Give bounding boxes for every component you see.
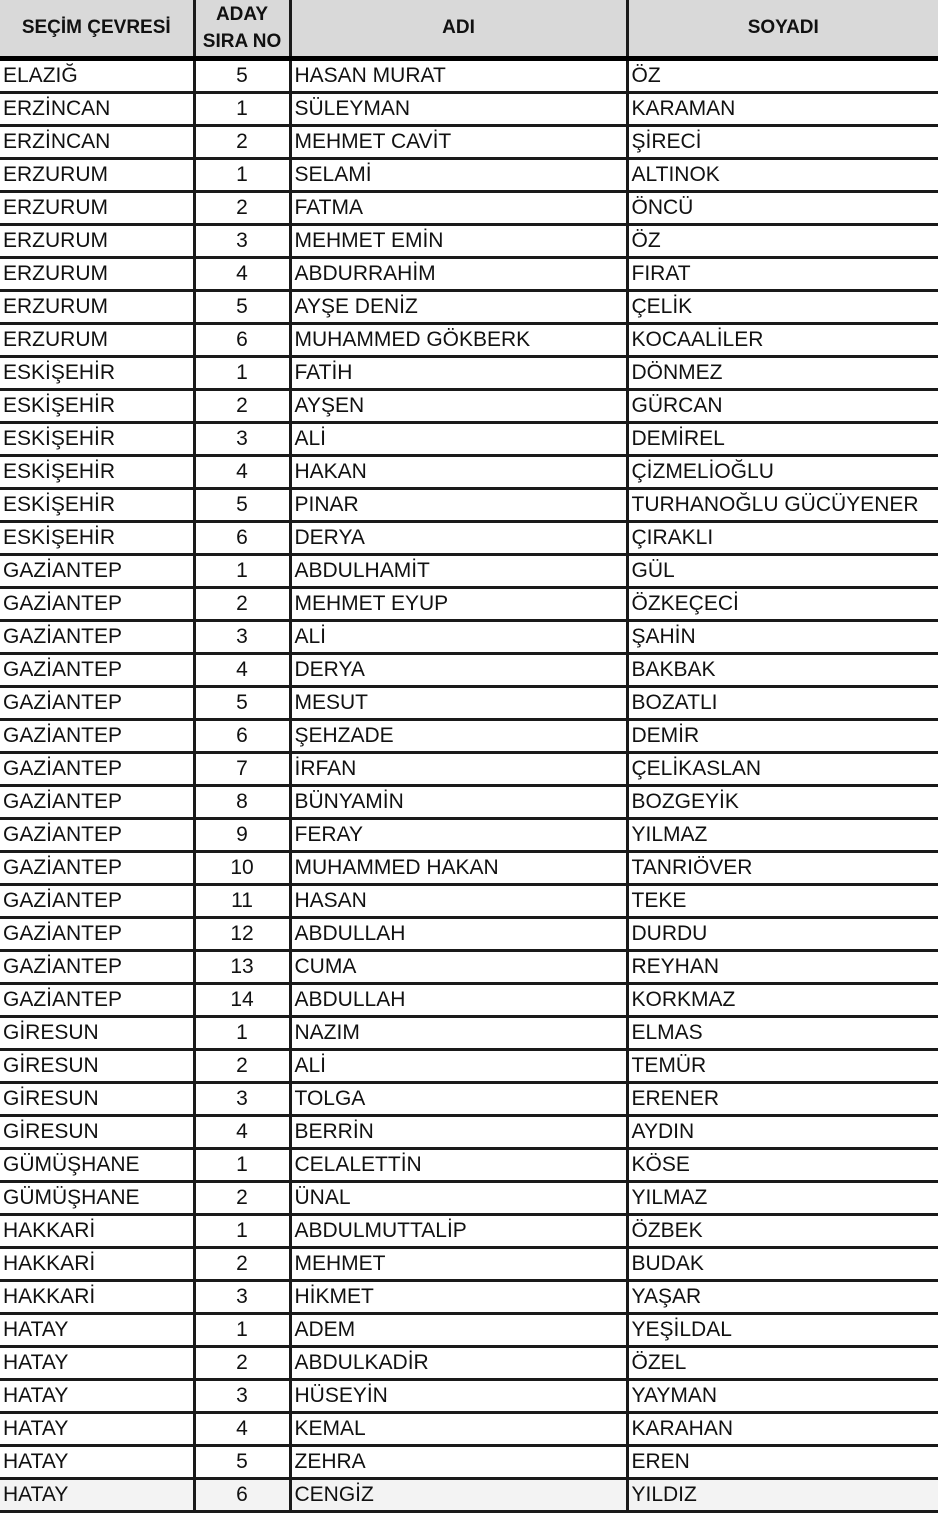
- cell-name: KEMAL: [290, 1413, 627, 1446]
- table-row: [0, 1215, 938, 1248]
- cell-name: AYŞE DENİZ: [290, 291, 627, 324]
- cell-name: ABDULLAH: [290, 984, 627, 1017]
- cell-surname: TEKE: [627, 885, 938, 918]
- header-order-no: [194, 0, 290, 59]
- cell-surname: DURDU: [627, 918, 938, 951]
- cell-name: ABDULHAMİT: [290, 555, 627, 588]
- cell-order-no: 1: [194, 1215, 290, 1248]
- cell-surname: YILDIZ: [627, 1479, 938, 1512]
- cell-surname: ÖZ: [627, 59, 938, 93]
- cell-order-no: 4: [194, 1413, 290, 1446]
- cell-name: MEHMET CAVİT: [290, 126, 627, 159]
- cell-name: CENGİZ: [290, 1479, 627, 1512]
- cell-region: ESKİŞEHİR: [0, 522, 194, 555]
- cell-order-no: 1: [194, 357, 290, 390]
- cell-surname: YILMAZ: [627, 1182, 938, 1215]
- cell-name: ABDURRAHİM: [290, 258, 627, 291]
- cell-surname: GÜL: [627, 555, 938, 588]
- cell-order-no: 5: [194, 291, 290, 324]
- cell-region: GİRESUN: [0, 1050, 194, 1083]
- cell-surname: ALTINOK: [627, 159, 938, 192]
- cell-region: GAZİANTEP: [0, 852, 194, 885]
- table-row: [0, 324, 938, 357]
- table-row: [0, 951, 938, 984]
- header-name: ADI: [290, 0, 627, 59]
- cell-order-no: 3: [194, 1380, 290, 1413]
- cell-surname: KARAHAN: [627, 1413, 938, 1446]
- cell-surname: BUDAK: [627, 1248, 938, 1281]
- table-row: [0, 522, 938, 555]
- table-row: [0, 621, 938, 654]
- cell-region: ESKİŞEHİR: [0, 489, 194, 522]
- cell-surname: KÖSE: [627, 1149, 938, 1182]
- cell-order-no: 4: [194, 456, 290, 489]
- cell-order-no: 1: [194, 555, 290, 588]
- cell-name: TOLGA: [290, 1083, 627, 1116]
- cell-surname: YAŞAR: [627, 1281, 938, 1314]
- cell-region: ESKİŞEHİR: [0, 456, 194, 489]
- cell-order-no: 5: [194, 59, 290, 93]
- cell-name: ABDULMUTTALİP: [290, 1215, 627, 1248]
- table-row: [0, 291, 938, 324]
- cell-order-no: 4: [194, 654, 290, 687]
- cell-order-no: 9: [194, 819, 290, 852]
- cell-name: HASAN MURAT: [290, 59, 627, 93]
- cell-surname: ŞAHİN: [627, 621, 938, 654]
- cell-region: GAZİANTEP: [0, 621, 194, 654]
- cell-name: SELAMİ: [290, 159, 627, 192]
- table-row: [0, 918, 938, 951]
- table-header: [0, 0, 938, 59]
- cell-surname: BOZGEYİK: [627, 786, 938, 819]
- cell-order-no: 5: [194, 1446, 290, 1479]
- cell-order-no: 7: [194, 753, 290, 786]
- table-row: [0, 1248, 938, 1281]
- cell-order-no: 4: [194, 258, 290, 291]
- table-row: [0, 786, 938, 819]
- cell-region: ERZİNCAN: [0, 93, 194, 126]
- cell-order-no: 2: [194, 1182, 290, 1215]
- cell-region: ERZİNCAN: [0, 126, 194, 159]
- cell-region: ELAZIĞ: [0, 59, 194, 93]
- table-row: [0, 1347, 938, 1380]
- cell-surname: ÖZBEK: [627, 1215, 938, 1248]
- cell-order-no: 2: [194, 390, 290, 423]
- table-row: [0, 1413, 938, 1446]
- cell-name: HÜSEYİN: [290, 1380, 627, 1413]
- cell-surname: YEŞİLDAL: [627, 1314, 938, 1347]
- table-row: [0, 588, 938, 621]
- cell-surname: TANRIÖVER: [627, 852, 938, 885]
- cell-name: DERYA: [290, 654, 627, 687]
- cell-region: ESKİŞEHİR: [0, 423, 194, 456]
- cell-name: ŞEHZADE: [290, 720, 627, 753]
- cell-order-no: 6: [194, 324, 290, 357]
- cell-order-no: 5: [194, 687, 290, 720]
- cell-order-no: 1: [194, 159, 290, 192]
- cell-name: PINAR: [290, 489, 627, 522]
- cell-surname: EREN: [627, 1446, 938, 1479]
- cell-order-no: 6: [194, 1479, 290, 1512]
- header-row: [0, 0, 938, 59]
- cell-region: ERZURUM: [0, 159, 194, 192]
- cell-order-no: 2: [194, 1050, 290, 1083]
- cell-surname: KORKMAZ: [627, 984, 938, 1017]
- cell-name: ALİ: [290, 621, 627, 654]
- cell-surname: YAYMAN: [627, 1380, 938, 1413]
- cell-region: GAZİANTEP: [0, 951, 194, 984]
- cell-name: ÜNAL: [290, 1182, 627, 1215]
- cell-order-no: 1: [194, 1017, 290, 1050]
- cell-region: GAZİANTEP: [0, 555, 194, 588]
- cell-order-no: 1: [194, 1314, 290, 1347]
- cell-surname: ERENER: [627, 1083, 938, 1116]
- header-order-line1: ADAY: [215, 4, 269, 25]
- cell-surname: ŞİRECİ: [627, 126, 938, 159]
- cell-order-no: 10: [194, 852, 290, 885]
- cell-region: GİRESUN: [0, 1083, 194, 1116]
- cell-name: HAKAN: [290, 456, 627, 489]
- table-row: [0, 1380, 938, 1413]
- cell-name: MEHMET: [290, 1248, 627, 1281]
- cell-surname: ÖZ: [627, 225, 938, 258]
- cell-region: ERZURUM: [0, 291, 194, 324]
- cell-surname: DEMİR: [627, 720, 938, 753]
- cell-name: ADEM: [290, 1314, 627, 1347]
- cell-surname: GÜRCAN: [627, 390, 938, 423]
- table-row: [0, 225, 938, 258]
- cell-region: GÜMÜŞHANE: [0, 1149, 194, 1182]
- table-row: [0, 126, 938, 159]
- cell-surname: BOZATLI: [627, 687, 938, 720]
- cell-region: GİRESUN: [0, 1017, 194, 1050]
- cell-region: GAZİANTEP: [0, 918, 194, 951]
- cell-name: BERRİN: [290, 1116, 627, 1149]
- cell-name: ALİ: [290, 1050, 627, 1083]
- cell-region: ERZURUM: [0, 258, 194, 291]
- cell-name: HASAN: [290, 885, 627, 918]
- cell-region: ERZURUM: [0, 324, 194, 357]
- cell-region: GAZİANTEP: [0, 885, 194, 918]
- table-row: [0, 819, 938, 852]
- cell-name: MUHAMMED GÖKBERK: [290, 324, 627, 357]
- cell-name: ZEHRA: [290, 1446, 627, 1479]
- header-order-line2: SIRA NO: [202, 31, 282, 52]
- cell-surname: BAKBAK: [627, 654, 938, 687]
- header-region: SEÇİM ÇEVRESİ: [0, 0, 194, 59]
- cell-region: ERZURUM: [0, 225, 194, 258]
- header-surname: SOYADI: [627, 0, 938, 59]
- cell-region: GAZİANTEP: [0, 687, 194, 720]
- cell-region: ESKİŞEHİR: [0, 390, 194, 423]
- cell-surname: ÇELİKASLAN: [627, 753, 938, 786]
- cell-name: ABDULLAH: [290, 918, 627, 951]
- table-row: [0, 456, 938, 489]
- table-row: [0, 753, 938, 786]
- cell-surname: DÖNMEZ: [627, 357, 938, 390]
- cell-region: HATAY: [0, 1347, 194, 1380]
- cell-name: MEHMET EMİN: [290, 225, 627, 258]
- table-body: [0, 59, 938, 1512]
- table-row: [0, 1149, 938, 1182]
- table-row: [0, 489, 938, 522]
- cell-region: GAZİANTEP: [0, 984, 194, 1017]
- table-row: [0, 1182, 938, 1215]
- cell-name: CELALETTİN: [290, 1149, 627, 1182]
- cell-order-no: 2: [194, 1347, 290, 1380]
- cell-name: MESUT: [290, 687, 627, 720]
- table-row: [0, 984, 938, 1017]
- cell-order-no: 3: [194, 1281, 290, 1314]
- table-row: [0, 1050, 938, 1083]
- table-row: [0, 1281, 938, 1314]
- cell-order-no: 2: [194, 588, 290, 621]
- cell-region: GAZİANTEP: [0, 753, 194, 786]
- cell-order-no: 14: [194, 984, 290, 1017]
- table-row: [0, 390, 938, 423]
- table-row: [0, 687, 938, 720]
- cell-order-no: 1: [194, 1149, 290, 1182]
- cell-region: GAZİANTEP: [0, 819, 194, 852]
- cell-order-no: 13: [194, 951, 290, 984]
- cell-region: HATAY: [0, 1314, 194, 1347]
- table-row: [0, 885, 938, 918]
- cell-region: HATAY: [0, 1380, 194, 1413]
- cell-region: GAZİANTEP: [0, 588, 194, 621]
- cell-region: HAKKARİ: [0, 1281, 194, 1314]
- table-row: [0, 93, 938, 126]
- cell-name: ALİ: [290, 423, 627, 456]
- cell-name: MUHAMMED HAKAN: [290, 852, 627, 885]
- cell-order-no: 6: [194, 522, 290, 555]
- cell-name: FATMA: [290, 192, 627, 225]
- cell-surname: AYDIN: [627, 1116, 938, 1149]
- cell-surname: ÇİZMELİOĞLU: [627, 456, 938, 489]
- cell-surname: DEMİREL: [627, 423, 938, 456]
- cell-order-no: 3: [194, 621, 290, 654]
- cell-surname: KOCAALİLER: [627, 324, 938, 357]
- cell-name: İRFAN: [290, 753, 627, 786]
- cell-order-no: 2: [194, 192, 290, 225]
- cell-order-no: 4: [194, 1116, 290, 1149]
- cell-order-no: 1: [194, 93, 290, 126]
- cell-name: CUMA: [290, 951, 627, 984]
- cell-name: BÜNYAMİN: [290, 786, 627, 819]
- cell-surname: KARAMAN: [627, 93, 938, 126]
- table-row: [0, 258, 938, 291]
- table-row: [0, 1083, 938, 1116]
- cell-order-no: 3: [194, 1083, 290, 1116]
- cell-surname: YILMAZ: [627, 819, 938, 852]
- table-row: [0, 59, 938, 93]
- table-row: [0, 159, 938, 192]
- cell-order-no: 3: [194, 225, 290, 258]
- cell-region: GİRESUN: [0, 1116, 194, 1149]
- cell-region: HATAY: [0, 1413, 194, 1446]
- cell-surname: ÖZKEÇECİ: [627, 588, 938, 621]
- cell-name: AYŞEN: [290, 390, 627, 423]
- cell-surname: ÖNCÜ: [627, 192, 938, 225]
- cell-name: FERAY: [290, 819, 627, 852]
- cell-order-no: 6: [194, 720, 290, 753]
- cell-surname: TEMÜR: [627, 1050, 938, 1083]
- cell-surname: ÇIRAKLI: [627, 522, 938, 555]
- cell-name: ABDULKADİR: [290, 1347, 627, 1380]
- cell-order-no: 2: [194, 126, 290, 159]
- table-row: [0, 423, 938, 456]
- table-row: [0, 1446, 938, 1479]
- cell-surname: REYHAN: [627, 951, 938, 984]
- cell-region: HATAY: [0, 1446, 194, 1479]
- cell-region: HATAY: [0, 1479, 194, 1512]
- cell-surname: FIRAT: [627, 258, 938, 291]
- cell-surname: ÇELİK: [627, 291, 938, 324]
- table-row: [0, 852, 938, 885]
- cell-order-no: 11: [194, 885, 290, 918]
- table-row: [0, 720, 938, 753]
- cell-region: GAZİANTEP: [0, 786, 194, 819]
- cell-order-no: 12: [194, 918, 290, 951]
- cell-order-no: 2: [194, 1248, 290, 1281]
- table-row: [0, 555, 938, 588]
- table-row: [0, 1116, 938, 1149]
- cell-name: NAZIM: [290, 1017, 627, 1050]
- cell-name: HİKMET: [290, 1281, 627, 1314]
- cell-region: ESKİŞEHİR: [0, 357, 194, 390]
- cell-surname: ELMAS: [627, 1017, 938, 1050]
- cell-region: HAKKARİ: [0, 1248, 194, 1281]
- cell-order-no: 8: [194, 786, 290, 819]
- cell-name: SÜLEYMAN: [290, 93, 627, 126]
- cell-name: DERYA: [290, 522, 627, 555]
- table-row: [0, 654, 938, 687]
- cell-order-no: 3: [194, 423, 290, 456]
- cell-order-no: 5: [194, 489, 290, 522]
- cell-region: GAZİANTEP: [0, 654, 194, 687]
- cell-region: GÜMÜŞHANE: [0, 1182, 194, 1215]
- cell-region: ERZURUM: [0, 192, 194, 225]
- table-row: [0, 192, 938, 225]
- cell-name: FATİH: [290, 357, 627, 390]
- table-row: [0, 357, 938, 390]
- table-row: [0, 1479, 938, 1512]
- cell-region: HAKKARİ: [0, 1215, 194, 1248]
- cell-surname: TURHANOĞLU GÜCÜYENER: [627, 489, 938, 522]
- table-row: [0, 1017, 938, 1050]
- cell-name: MEHMET EYUP: [290, 588, 627, 621]
- cell-region: GAZİANTEP: [0, 720, 194, 753]
- cell-surname: ÖZEL: [627, 1347, 938, 1380]
- table-row: [0, 1314, 938, 1347]
